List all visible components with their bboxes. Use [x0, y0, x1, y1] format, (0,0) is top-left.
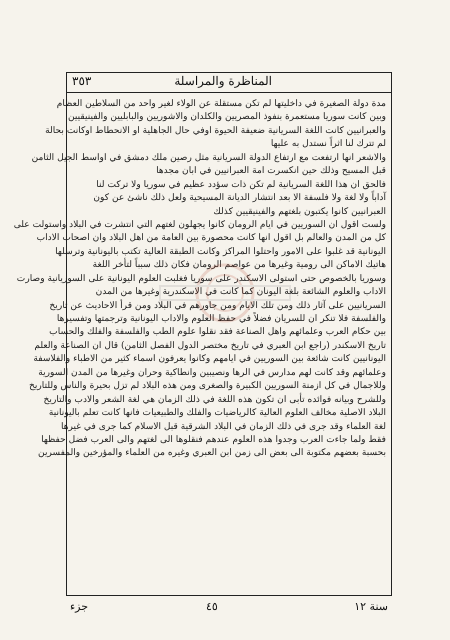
text-line: لم تترك لنا اثراً نستدل به عليها — [270, 139, 386, 150]
text-line: العبرانيين كانوا يكتبون بلغتهم والفينيقيين كذلك — [213, 206, 386, 217]
text-line: فالحق ان هذا اللغة السريانية لم تكن ذات سؤدد عظيم في سوريا ولا تركت لنا — [96, 179, 386, 190]
footer-volume: سنة ١٢ — [354, 600, 388, 613]
text-line: كل من المدن والعالم بل اقول انها كانت محصورة بين العامة من اهل البلاد وان اصحاب الاداب — [36, 233, 386, 244]
text-line: تاريخ الاسكندر (راجع ابن العبري في تاريخ مختصر الدول الفصل الثامن) قال ان الصناعة والعلم — [34, 340, 386, 351]
text-line: وسوريا بالخصوص حتى استولى الاسكندر على سوريا فغلبت العلوم اليونانية على السوريانية وصارت — [16, 273, 386, 284]
page-number: ٣٥٣ — [72, 74, 92, 88]
text-line: اليونانيين كانت شائعة بين السوريين في ايامهم وكانوا يعرفون اسماء كثير من الاطباء والفلاسفة — [33, 354, 386, 365]
text-line: بحسبة بعضهم مكتوبة الى بعض الى زمن ابن العبري وغيره من العلماء والمؤرخين والمفسرين — [38, 448, 386, 459]
text-line: اليونانية قد غلبوا على الامور واحتلوا المراكز وكانت الطبقة العالية تكتب باليونانية وترسلها — [55, 246, 386, 257]
text-line: فقط ولما جاءت العرب وجدوا هذه العلوم عندهم فنقلوها الى لغتهم والى العرب فضل حفظها — [41, 434, 386, 445]
text-line: لغة العلماء وقد جرى في ذلك الزمان في البلاد الشرقية قبل الاسلام كما جرى في غيرها — [60, 421, 386, 432]
text-line: مدة دولة الصغيرة في داخليتها لم تكن مستقلة عن الولاء لغير واحد من السلاطين العظام — [56, 99, 386, 109]
text-line: وللشرح وبيانه فوائده تأبى ان تكون هذه اللغة في ذلك الزمان هي لغة الشعر والادب والتاريخ — [43, 394, 386, 405]
text-line: والفلسفة فلا تنكر ان للسريان فضلاً في حفظ العلوم والاداب اليونانية وترجمتها وتفسيرها — [56, 314, 386, 324]
text-line: قبل المسيح وذلك حين انكسرت امة العبرانيين في ابان مجدها — [156, 166, 386, 177]
text-line: ولست اقول ان السوريين في ايام الرومان كانوا يجهلون لغتهم التي انتشرت في البلاد واستولت على — [13, 219, 386, 230]
page-footer — [66, 598, 392, 618]
text-line: آداباً ولا لغة ولا فلسفة الا بعد انتشار الديانة المسيحية ولعل ذلك ناشئ عن كون — [93, 193, 386, 204]
text-line: هاتيك الاماكن الى رومية وغيرها من عواصم الرومان فكان ذلك سبباً لتأخر اللغة — [92, 260, 386, 271]
text-line: بين حكام العرب وعلمائهم واهل الصناعة فقد نقلوا علوم الطب والفلسفة والفلك والحساب — [49, 327, 386, 338]
text-line: وبين كانت سوريا مستعمرة بنفوذ المصريين والكلدان والاشوريين والبابليين والفينيقيين — [67, 112, 386, 123]
running-header — [66, 71, 392, 93]
footer-part: جزء — [70, 600, 89, 613]
text-line: والعبرانيين كانت اللغة السريانية ضعيفة الحيوة اوفي حال الجاهلية او الانحطاط اوكانت بحالة — [45, 125, 386, 136]
footer-page-number: ٤٥ — [206, 600, 218, 613]
text-line: الاداب والعلوم الشائعة بلغة اليونان كما كانت في الاسكندرية وغيرها من المدن — [95, 287, 386, 298]
body-text — [13, 98, 386, 588]
text-line: وعلمائهم وقد كانت لهم مدارس في الرها ونصيبين وانطاكية وحران وغيرها من المدن السورية — [38, 367, 386, 378]
text-line: البلاد الاصلية مخالف العلوم العالية كالرياضيات والفلك والطبيعيات فانها كانت تعلم باليونانية — [48, 408, 386, 419]
running-header-title: المناظرة والمراسلة — [174, 74, 272, 88]
text-line: والاشعر انها ارتفعت مع ارتفاع الدولة السريانية مثل رصين ملك دمشق في اواسط الجيل الثامن — [31, 152, 386, 163]
text-line: وللاجمال في كل ازمنة السوريين الكبيرة والصغرى ومن هذه البلاد لم تزل بحيرة والناس وللتاريخ — [29, 381, 386, 392]
text-line: السريانيين على آثار ذلك ومن تلك الايام ومن جاورهم في البلاد ومن قرأ الاحاديث عن تاريخ — [49, 300, 386, 311]
